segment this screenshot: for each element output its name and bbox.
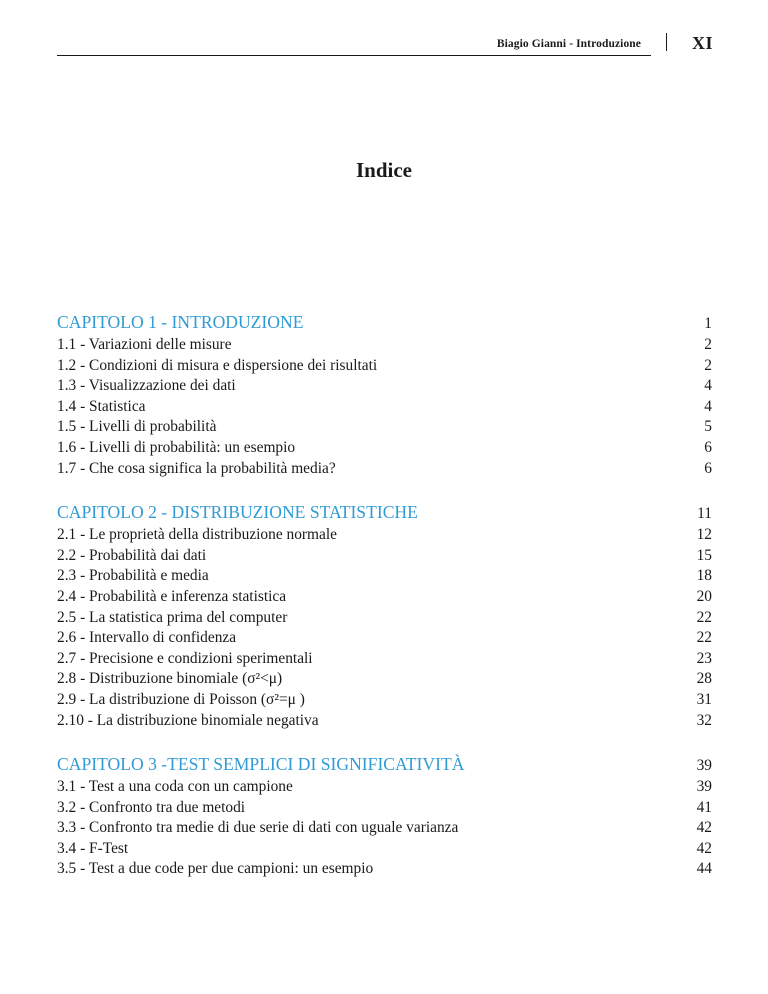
toc-page-number: 22 — [696, 629, 712, 647]
toc-page-number: 2 — [704, 356, 712, 374]
page-number: XI — [691, 33, 713, 53]
toc-entry[interactable] — [57, 839, 712, 860]
toc-entry[interactable] — [57, 669, 712, 690]
toc-entry[interactable] — [57, 711, 712, 732]
toc-page-number: 2 — [704, 336, 712, 353]
toc-entry-title: 2.4 - Probabilità e inferenza statistica — [57, 587, 287, 605]
toc-entry-title: 2.5 - La statistica prima del computer — [57, 608, 288, 626]
toc-entry-title: 1.4 - Statistica — [57, 397, 146, 415]
toc-entry[interactable] — [57, 546, 712, 567]
page-title: Indice — [355, 158, 412, 182]
toc-entry[interactable] — [57, 649, 712, 670]
toc-entry-title: 2.2 - Probabilità dai dati — [57, 546, 207, 564]
toc-entry[interactable] — [57, 335, 712, 356]
toc-chapter-heading[interactable] — [57, 311, 712, 335]
toc-entry[interactable] — [57, 417, 712, 438]
toc-entry-title: 3.3 - Confronto tra medie di due serie di dati con uguale varianza — [57, 819, 459, 837]
toc-page-number: 39 — [696, 757, 712, 775]
toc-entry[interactable] — [57, 818, 712, 839]
toc-entry-title: 2.10 - La distribuzione binomiale negativa — [57, 711, 319, 729]
toc-entry[interactable] — [57, 566, 712, 587]
toc-page-number: 6 — [704, 438, 712, 456]
toc-chapter-title: CAPITOLO 1 - INTRODUZIONE — [57, 312, 304, 332]
toc-page-number: 39 — [696, 778, 712, 796]
toc-page-number: 12 — [696, 526, 712, 544]
toc-entry-title: 3.1 - Test a una coda con un campione — [57, 778, 293, 796]
toc-chapter-heading[interactable] — [57, 501, 712, 525]
toc-page-number: 41 — [696, 798, 712, 816]
toc-entry[interactable] — [57, 438, 712, 459]
toc-chapter-title: CAPITOLO 3 -TEST SEMPLICI DI SIGNIFICATIVITÀ — [57, 754, 465, 775]
toc-entry-title: 2.9 - La distribuzione di Poisson (σ²=μ ) — [57, 690, 305, 708]
toc-entry[interactable] — [57, 777, 712, 798]
toc-page-number: 28 — [696, 670, 712, 688]
toc-page-number: 11 — [697, 505, 712, 523]
toc-entry[interactable] — [57, 798, 712, 819]
toc-entry[interactable] — [57, 459, 712, 480]
toc-entry[interactable] — [57, 608, 712, 629]
toc-chapter-1 — [57, 311, 712, 479]
toc-page-number: 44 — [696, 860, 712, 878]
toc-entry[interactable] — [57, 587, 712, 608]
toc-entry-title: 2.3 - Probabilità e media — [57, 567, 209, 585]
toc-page-number: 6 — [704, 459, 712, 477]
toc-entry[interactable] — [57, 859, 712, 880]
toc-page-number: 5 — [704, 418, 712, 436]
toc-entry-title: 1.1 - Variazioni delle misure — [57, 336, 232, 353]
toc-page-number: 4 — [704, 377, 712, 395]
toc-entry-title: 2.6 - Intervallo di confidenza — [57, 629, 237, 647]
running-head-separator — [666, 33, 667, 51]
toc-page-number: 23 — [696, 649, 712, 667]
toc-entry[interactable] — [57, 397, 712, 418]
toc-entry-title: 2.8 - Distribuzione binomiale (σ²<μ) — [57, 670, 283, 688]
toc-entry[interactable] — [57, 628, 712, 649]
toc-chapter-2 — [57, 501, 712, 731]
running-head-text: Biagio Gianni - Introduzione — [496, 38, 641, 50]
toc-page-number: 42 — [696, 839, 712, 857]
toc-chapter-title: CAPITOLO 2 - DISTRIBUZIONE STATISTICHE — [57, 502, 418, 523]
toc-page-number: 42 — [696, 819, 712, 837]
toc-entry-title: 3.5 - Test a due code per due campioni: un esempio — [57, 860, 374, 878]
toc-page-number: 31 — [696, 690, 712, 708]
toc-entry-title: 1.2 - Condizioni di misura e dispersione dei risultati — [57, 356, 378, 374]
table-of-contents — [57, 311, 712, 902]
toc-entry-title: 2.1 - Le proprietà della distribuzione normale — [57, 526, 337, 544]
toc-entry[interactable] — [57, 376, 712, 397]
toc-page-number: 32 — [696, 711, 712, 729]
toc-page-number: 4 — [704, 397, 712, 415]
running-head — [57, 30, 713, 56]
toc-entry-title: 2.7 - Precisione e condizioni sperimentali — [57, 649, 313, 667]
toc-chapter-heading[interactable] — [57, 753, 712, 777]
toc-entry-title: 1.7 - Che cosa significa la probabilità media? — [57, 459, 336, 477]
toc-entry-title: 3.2 - Confronto tra due metodi — [57, 798, 246, 816]
toc-page-number: 20 — [696, 587, 712, 605]
toc-entry-title: 1.5 - Livelli di probabilità — [57, 418, 217, 436]
toc-page-number: 22 — [696, 608, 712, 626]
toc-chapter-3 — [57, 753, 712, 880]
toc-entry-title: 3.4 - F-Test — [57, 839, 129, 857]
running-head-rule — [57, 55, 651, 56]
toc-entry[interactable] — [57, 356, 712, 377]
toc-entry[interactable] — [57, 690, 712, 711]
toc-entry[interactable] — [57, 525, 712, 546]
toc-page-number: 15 — [696, 546, 712, 564]
toc-page-number: 18 — [696, 567, 712, 585]
toc-entry-title: 1.6 - Livelli di probabilità: un esempio — [57, 438, 296, 456]
toc-page-number: 1 — [704, 315, 712, 332]
toc-entry-title: 1.3 - Visualizzazione dei dati — [57, 377, 236, 395]
